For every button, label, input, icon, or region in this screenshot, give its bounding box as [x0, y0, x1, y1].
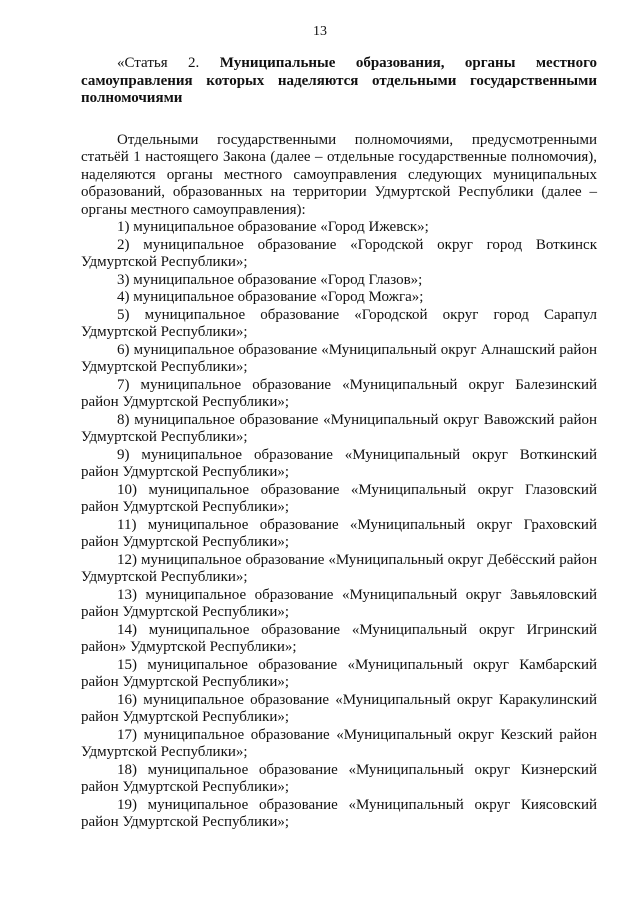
page-number: 13	[313, 24, 327, 39]
list-item: 15) муниципальное образование «Муниципальный округ Камбарский район Удмуртской Республики»;	[81, 656, 597, 690]
list-item: 18) муниципальное образование «Муниципальный округ Кизнерский район Удмуртской Республики»;	[81, 761, 597, 795]
list-item: 17) муниципальное образование «Муниципальный округ Кезский район Удмуртской Республики»;	[81, 726, 597, 760]
list-item: 7) муниципальное образование «Муниципальный округ Балезинский район Удмуртской Республики»;	[81, 376, 597, 410]
list-item: 3) муниципальное образование «Город Глазов»;	[117, 271, 423, 288]
list-item: 10) муниципальное образование «Муниципальный округ Глазовский район Удмуртской Республики»;	[81, 481, 597, 515]
list-item: 16) муниципальное образование «Муниципальный округ Каракулинский район Удмуртской Республики»;	[81, 691, 597, 725]
article-title: Муниципальные образования, органы местного самоуправления которых наделяются отдельными государственными полномочиями	[81, 55, 598, 106]
list-item: 6) муниципальное образование «Муниципальный округ Алнашский район Удмуртской Республики»;	[81, 341, 597, 375]
list-item: 8) муниципальное образование «Муниципальный округ Вавожский район Удмуртской Республики»;	[81, 411, 597, 445]
municipality-list	[81, 219, 597, 832]
list-item: 1) муниципальное образование «Город Ижевск»;	[117, 219, 429, 235]
list-item: 12) муниципальное образование «Муниципальный округ Дебёсский район Удмуртской Республики»;	[81, 551, 597, 585]
list-item: 14) муниципальное образование «Муниципальный округ Игринский район» Удмуртской Республики»;	[81, 621, 597, 655]
list-item: 13) муниципальное образование «Муниципальный округ Завьяловский район Удмуртской Республики»;	[81, 586, 597, 620]
intro-paragraph: Отдельными государственными полномочиями, предусмотренными статьёй 1 настоящего Закона (далее – отдельные государственные полномочия), наделяются органы местного самоуправления следующих муниципальных образований, образованных на территории Удмуртской Республики (далее – органы местного самоуправления):	[81, 131, 597, 218]
list-item: 2) муниципальное образование «Городской округ город Воткинск Удмуртской Республики»;	[81, 236, 597, 270]
list-item: 5) муниципальное образование «Городской округ город Сарапул Удмуртской Республики»;	[81, 306, 597, 340]
document-body	[81, 55, 597, 832]
list-item: 11) муниципальное образование «Муниципальный округ Граховский район Удмуртской Республики»;	[81, 516, 597, 550]
list-item: 9) муниципальное образование «Муниципальный округ Воткинский район Удмуртской Республики»;	[81, 446, 597, 480]
list-item: 19) муниципальное образование «Муниципальный округ Киясовский район Удмуртской Республики»;	[81, 796, 597, 830]
article-label: «Статья 2.	[117, 55, 200, 71]
list-item: 4) муниципальное образование «Город Можга»;	[117, 289, 424, 305]
article-heading	[81, 55, 597, 108]
